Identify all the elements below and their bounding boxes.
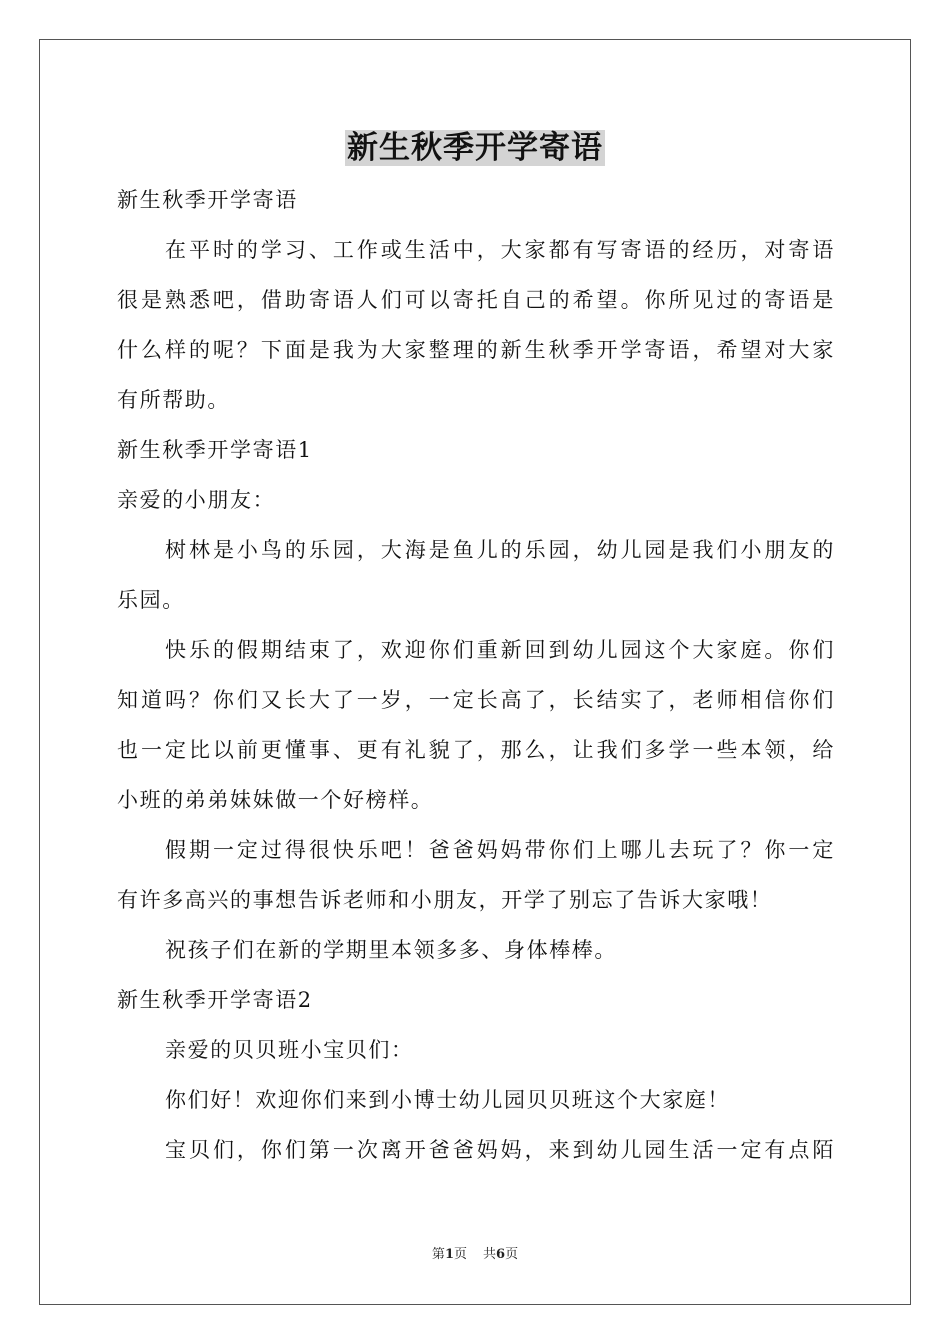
- document-body: [117, 175, 835, 1175]
- current-page-number: 1: [444, 1247, 454, 1262]
- text-line: 知道吗？你们又长大了一岁，一定长高了，长结实了，老师相信你们: [117, 688, 835, 712]
- text-line: 新生秋季开学寄语2: [117, 988, 313, 1012]
- text-line: 有所帮助。: [117, 388, 230, 412]
- text-line: 亲爱的小朋友：: [117, 488, 276, 512]
- text-line: 有许多高兴的事想告诉老师和小朋友，开学了别忘了告诉大家哦！: [117, 888, 773, 912]
- text-line: 新生秋季开学寄语1: [117, 438, 313, 462]
- text-line: 假期一定过得很快乐吧！爸爸妈妈带你们上哪儿去玩了？你一定: [165, 838, 835, 862]
- page-footer: [0, 1246, 950, 1264]
- total-page-count: 6: [496, 1247, 506, 1262]
- total-pages-prefix: 共: [483, 1247, 497, 1262]
- page-number-prefix: 第: [431, 1247, 445, 1262]
- text-line: 在平时的学习、工作或生活中，大家都有写寄语的经历，对寄语: [165, 238, 835, 262]
- document-title: [0, 128, 950, 168]
- document-title-text: 新生秋季开学寄语: [347, 130, 603, 166]
- total-pages-suffix: 页: [505, 1247, 519, 1262]
- text-line: 也一定比以前更懂事、更有礼貌了，那么，让我们多学一些本领，给: [117, 738, 835, 762]
- text-line: 乐园。: [117, 588, 185, 612]
- text-line: 亲爱的贝贝班小宝贝们：: [165, 1038, 414, 1062]
- text-line: 宝贝们，你们第一次离开爸爸妈妈，来到幼儿园生活一定有点陌: [165, 1138, 835, 1162]
- text-line: 祝孩子们在新的学期里本领多多、身体棒棒。: [165, 938, 617, 962]
- text-line: 新生秋季开学寄语: [117, 188, 298, 212]
- text-line: 你们好！欢迎你们来到小博士幼儿园贝贝班这个大家庭！: [165, 1088, 730, 1112]
- text-line: 什么样的呢？下面是我为大家整理的新生秋季开学寄语，希望对大家: [117, 338, 835, 362]
- text-line: 小班的弟弟妹妹做一个好榜样。: [117, 788, 434, 812]
- page-number-suffix: 页: [453, 1247, 467, 1262]
- text-line: 快乐的假期结束了，欢迎你们重新回到幼儿园这个大家庭。你们: [165, 638, 835, 662]
- text-line: 很是熟悉吧，借助寄语人们可以寄托自己的希望。你所见过的寄语是: [117, 288, 835, 312]
- text-line: 树林是小鸟的乐园，大海是鱼儿的乐园，幼儿园是我们小朋友的: [165, 538, 835, 562]
